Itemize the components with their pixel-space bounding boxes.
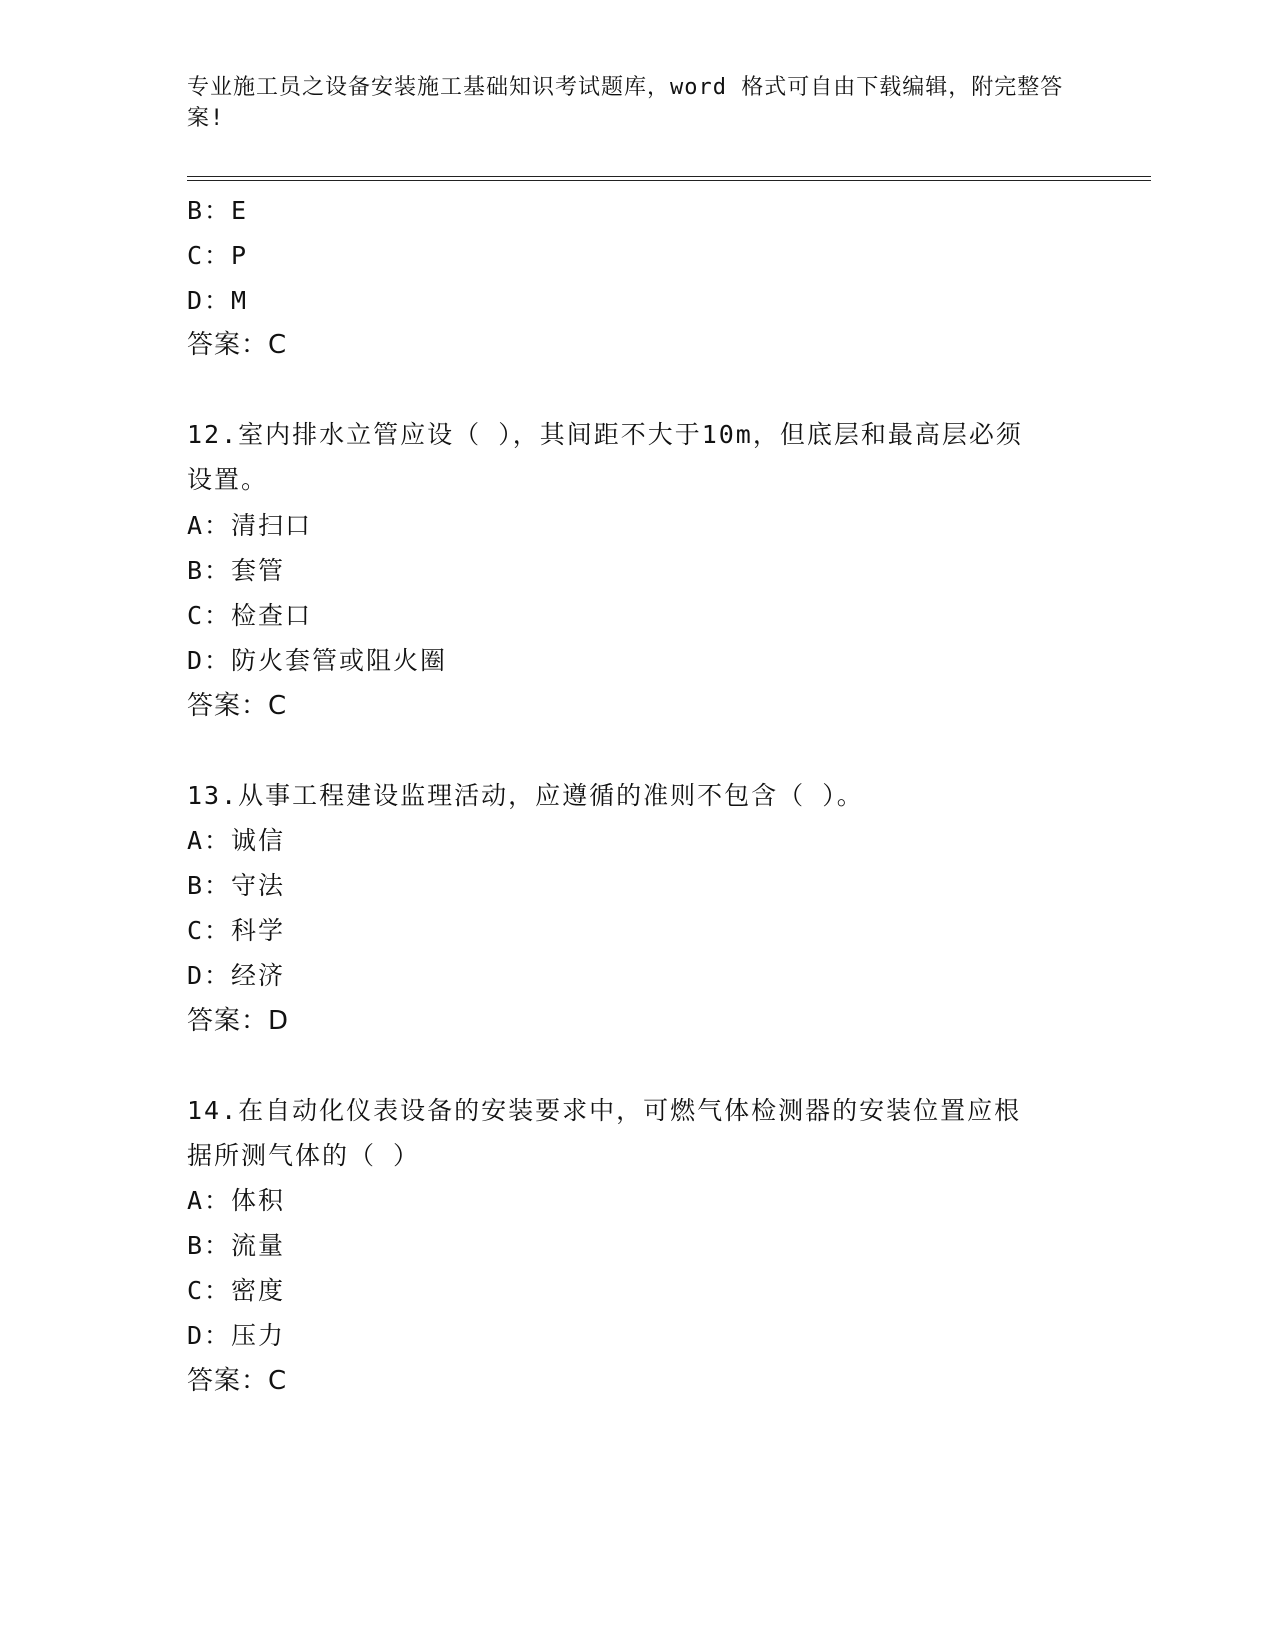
answer: 答案：C xyxy=(187,691,288,721)
answer: 答案：C xyxy=(187,330,288,360)
question-stem: 12.室内排水立管应设（ ），其间距不大于10m，但底层和最高层必须 xyxy=(187,420,1023,449)
option-b: B：流量 xyxy=(187,1231,286,1260)
question-stem: 据所测气体的（ ） xyxy=(187,1141,421,1170)
option-b: B：守法 xyxy=(187,871,286,900)
option-c: C：检查口 xyxy=(187,601,313,630)
option-c: C：P xyxy=(187,241,249,270)
option-a: A：清扫口 xyxy=(187,511,313,540)
header-divider-top xyxy=(187,176,1151,177)
question-stem: 14.在自动化仪表设备的安装要求中，可燃气体检测器的安装位置应根 xyxy=(187,1096,1022,1125)
document-header: 专业施工员之设备安装施工基础知识考试题库，word 格式可自由下载编辑，附完整答案! xyxy=(187,75,1064,131)
answer: 答案：C xyxy=(187,1366,288,1396)
option-d: D：M xyxy=(187,286,249,315)
option-c: C：密度 xyxy=(187,1276,286,1305)
option-b: B：E xyxy=(187,196,249,225)
option-d: D：经济 xyxy=(187,961,286,990)
option-a: A：诚信 xyxy=(187,826,286,855)
question-stem: 13.从事工程建设监理活动，应遵循的准则不包含（ ）。 xyxy=(187,781,864,810)
option-b: B：套管 xyxy=(187,556,286,585)
option-d: D：压力 xyxy=(187,1321,286,1350)
option-a: A：体积 xyxy=(187,1186,286,1215)
answer: 答案：D xyxy=(187,1006,290,1036)
option-c: C：科学 xyxy=(187,916,286,945)
option-d: D：防火套管或阻火圈 xyxy=(187,646,448,675)
header-divider-bottom xyxy=(187,180,1151,181)
question-stem: 设置。 xyxy=(187,465,269,494)
